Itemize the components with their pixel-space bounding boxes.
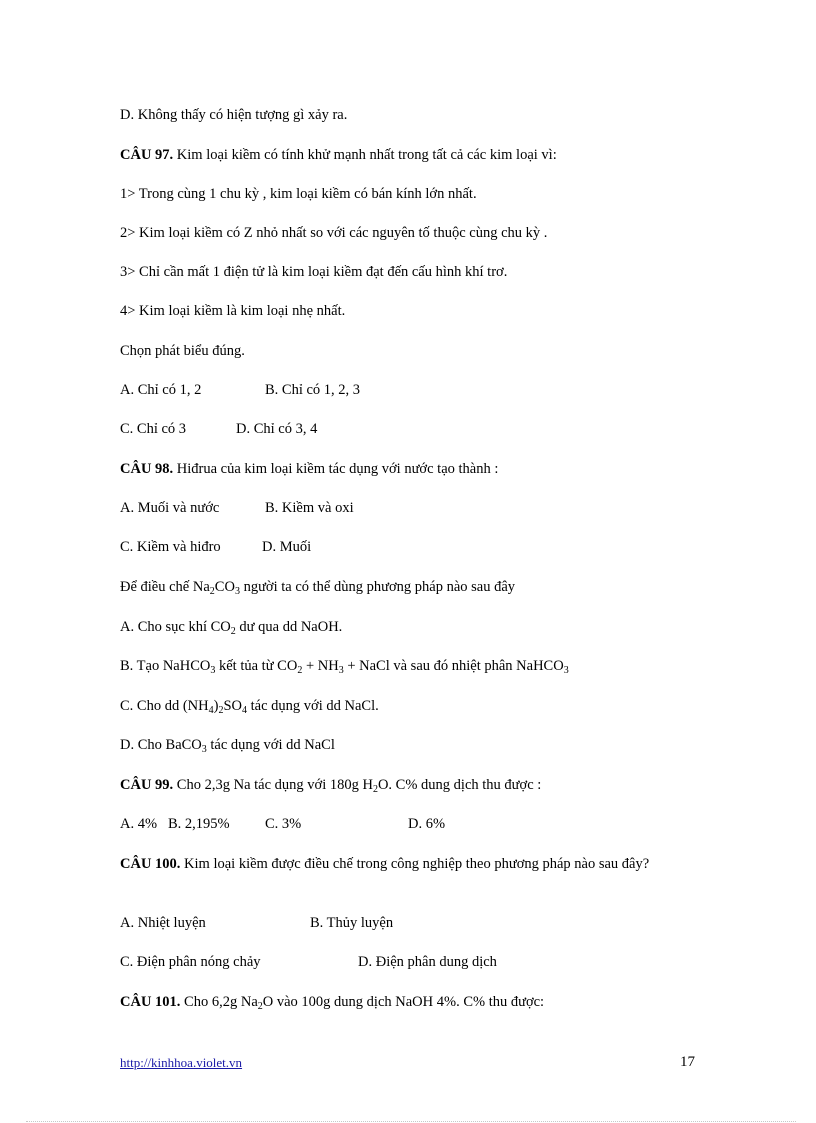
answer-d: D. Chỉ có 3, 4 [236, 421, 318, 437]
answer-text: SO [223, 698, 243, 714]
footer-link[interactable]: http://kinhhoa.violet.vn [120, 1055, 243, 1070]
subscript: 2 [372, 784, 378, 795]
question-number: CÂU 98. [120, 461, 174, 477]
question-text: Hiđrua của kim loại kiềm tác dụng với nước tạo thành : [173, 461, 499, 477]
answer-a [120, 618, 342, 636]
answer-d: D. 6% [408, 816, 446, 832]
answer-text: tác dụng với dd NaCl [206, 737, 335, 753]
answer-b: B. Chỉ có 1, 2, 3 [265, 382, 361, 398]
answer-row [120, 499, 720, 517]
question-97 [120, 146, 557, 164]
question-100 [120, 855, 680, 873]
question-text: Kim loại kiềm được điều chế trong công nghiệp theo phương pháp nào sau đây? [180, 856, 650, 872]
question-101 [120, 993, 544, 1011]
subscript: 3 [210, 665, 216, 676]
answer-d: D. Muối [262, 539, 312, 555]
answer-d: D. Điện phân dung dịch [358, 954, 497, 970]
answer-row [120, 420, 720, 438]
answer-line [120, 106, 347, 124]
answer-b: B. 2,195% [168, 816, 230, 832]
answer-d-text: D. Không thấy có hiện tượng gì xảy ra. [120, 107, 348, 123]
subscript: 3 [201, 744, 207, 755]
subscript: 4 [208, 705, 214, 716]
question-text: Để điều chế Na [120, 579, 210, 595]
subscript: 3 [338, 665, 344, 676]
instruction-line [120, 342, 245, 360]
answer-row [120, 538, 720, 556]
answer-b: B. Kiềm và oxi [265, 500, 354, 516]
question-text: O vào 100g dung dịch NaOH 4%. C% thu được: [262, 994, 545, 1010]
statement-text: 4> Kim loại kiềm là kim loại nhẹ nhất. [120, 303, 346, 319]
answer-b: B. Thủy luyện [310, 915, 394, 931]
answer-text: dư qua dd NaOH. [235, 619, 343, 635]
statement-1 [120, 185, 477, 203]
answer-row [120, 815, 720, 833]
statement-text: 2> Kim loại kiềm có Z nhỏ nhất so với các nguyên tố thuộc cùng chu kỳ . [120, 225, 548, 241]
question-text: Cho 2,3g Na tác dụng với 180g H [173, 777, 373, 793]
subscript: 2 [209, 586, 215, 597]
answer-row [120, 914, 720, 932]
subscript: 2 [218, 705, 224, 716]
answer-d [120, 736, 335, 754]
page-number: 17 [680, 1054, 695, 1070]
subscript: 2 [297, 665, 303, 676]
answer-text: + NH [302, 658, 339, 674]
subscript: 3 [563, 665, 569, 676]
question-text: CO [214, 579, 235, 595]
answer-b [120, 657, 569, 675]
answer-text: kết tủa từ CO [215, 658, 298, 674]
answer-a: A. Nhiệt luyện [120, 915, 206, 931]
answer-text: + NaCl và sau đó nhiệt phân NaHCO [343, 658, 564, 674]
answer-text: D. Cho BaCO [120, 737, 202, 753]
subscript: 3 [234, 586, 240, 597]
answer-c: C. Điện phân nóng chảy [120, 954, 261, 970]
answer-c: C. 3% [265, 816, 302, 832]
question-number: CÂU 97. [120, 147, 174, 163]
statement-text: 1> Trong cùng 1 chu kỳ , kim loại kiềm có bán kính lớn nhất. [120, 186, 477, 202]
answer-row [120, 953, 720, 971]
subscript: 2 [257, 1001, 263, 1012]
question-na2co3 [120, 578, 515, 596]
answer-c: C. Kiềm và hiđro [120, 539, 221, 555]
question-99 [120, 776, 541, 794]
question-text: người ta có thể dùng phương pháp nào sau đây [239, 579, 516, 595]
answer-c [120, 697, 379, 715]
question-text: Cho 6,2g Na [180, 994, 258, 1010]
answer-a: A. 4% [120, 816, 158, 832]
statement-2 [120, 224, 547, 242]
answer-text: B. Tạo NaHCO [120, 658, 211, 674]
answer-row [120, 381, 720, 399]
instruction-text: Chọn phát biểu đúng. [120, 343, 245, 359]
subscript: 4 [242, 705, 248, 716]
question-number: CÂU 101. [120, 994, 181, 1010]
question-number: CÂU 100. [120, 856, 181, 872]
page-bottom-divider [26, 1121, 796, 1122]
statement-3 [120, 263, 507, 281]
answer-c: C. Chỉ có 3 [120, 421, 187, 437]
question-number: CÂU 99. [120, 777, 174, 793]
answer-text: ) [213, 698, 219, 714]
statement-4 [120, 302, 345, 320]
question-text: O. C% dung dịch thu được : [377, 777, 542, 793]
answer-a: A. Muối và nước [120, 500, 220, 516]
question-text: Kim loại kiềm có tính khử mạnh nhất trong tất cả các kim loại vì: [173, 147, 557, 163]
answer-text: C. Cho dd (NH [120, 698, 209, 714]
answer-text: tác dụng với dd NaCl. [247, 698, 379, 714]
answer-text: A. Cho sục khí CO [120, 619, 231, 635]
subscript: 2 [230, 626, 236, 637]
question-98 [120, 460, 498, 478]
answer-a: A. Chỉ có 1, 2 [120, 382, 202, 398]
statement-text: 3> Chỉ cần mất 1 điện tử là kim loại kiềm đạt đến cấu hình khí trơ. [120, 264, 508, 280]
